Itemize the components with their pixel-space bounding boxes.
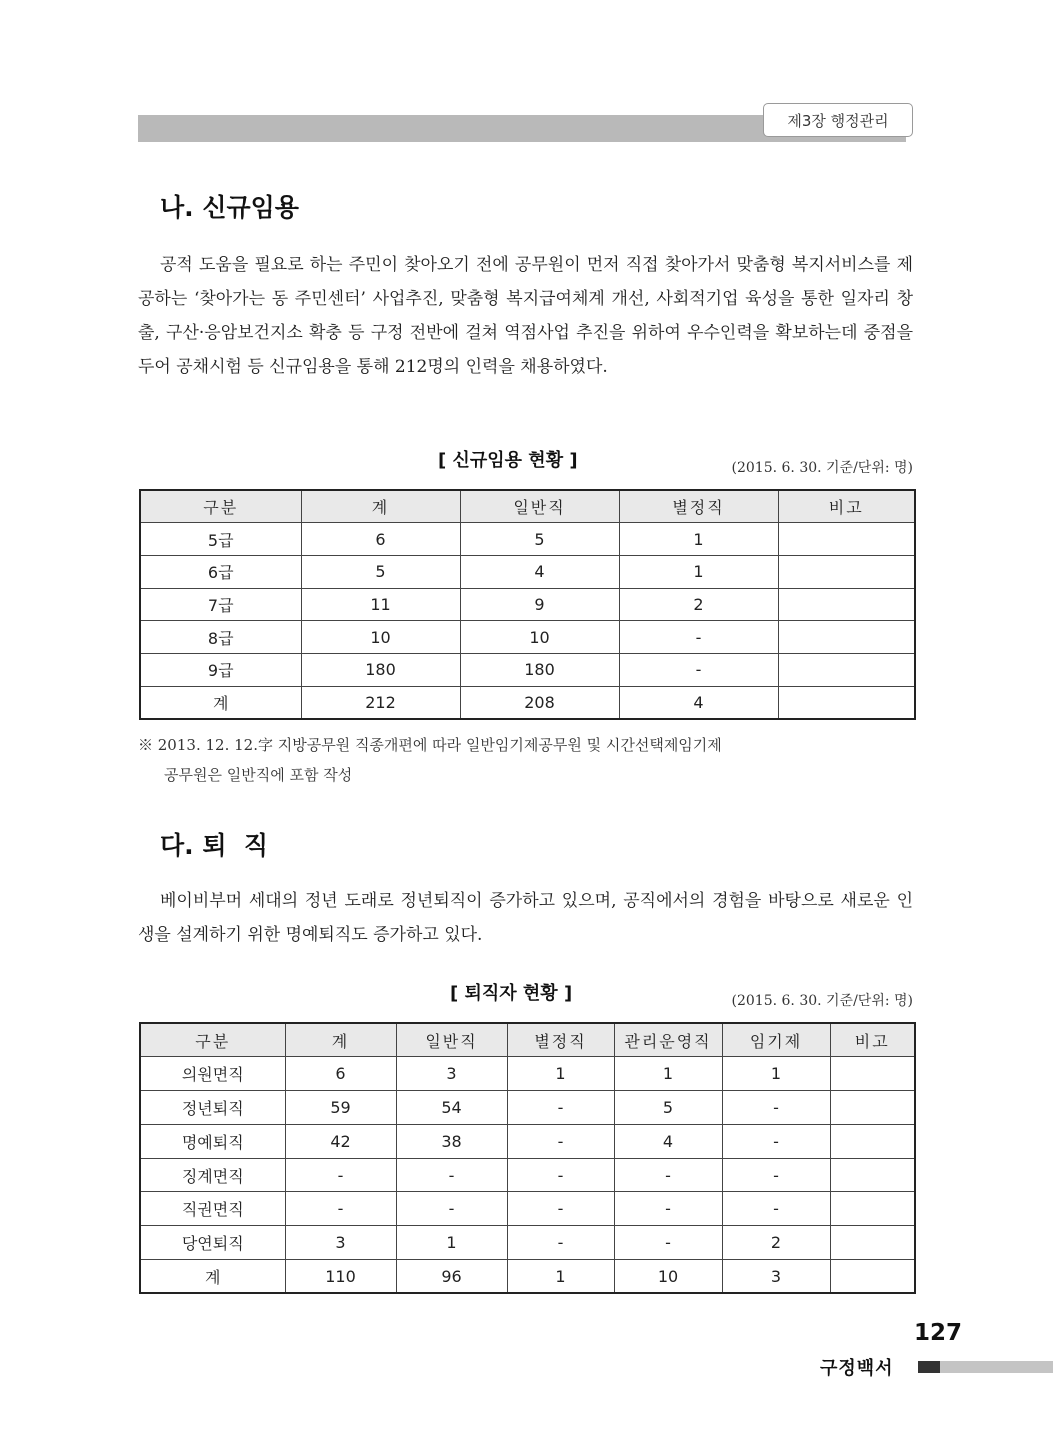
table-row <box>140 555 915 588</box>
table-row <box>140 686 915 719</box>
column-header: 일반직 <box>396 1023 507 1057</box>
table-cell <box>778 653 915 686</box>
table-cell: - <box>614 1226 722 1260</box>
table-cell <box>830 1226 915 1260</box>
table-cell: 2 <box>619 588 778 621</box>
table-cell: 징계면직 <box>140 1158 285 1192</box>
table-cell: 당연퇴직 <box>140 1226 285 1260</box>
table-cell: 계 <box>140 1260 285 1294</box>
table-cell: 59 <box>285 1091 396 1125</box>
table-row <box>140 1091 915 1125</box>
table-cell: 계 <box>140 686 301 719</box>
new-hires-table <box>139 489 916 720</box>
table-row <box>140 588 915 621</box>
table-cell: 10 <box>460 621 619 654</box>
table-cell: - <box>285 1192 396 1226</box>
table-cell: 38 <box>396 1124 507 1158</box>
table-cell: 6 <box>285 1057 396 1091</box>
footer-bar-dark <box>918 1361 940 1373</box>
table-cell: 8급 <box>140 621 301 654</box>
new-hires-paragraph: 공적 도움을 필요로 하는 주민이 찾아오기 전에 공무원이 먼저 직접 찾아가서 맞춤형 복지서비스를 제공하는 ‘찾아가는 동 주민센터’ 사업추진, 맞춤형 복지급여체계 개선, 사회적기업 육성을 통한 일자리 창출, 구산·응암보건지소 확충 등 구정 전반에 걸쳐 역점사업 추진을 위하여 우수인력을 확보하는데 중점을 두어 공채시험 등 신규임용을 통해 212명의 인력을 채용하였다. <box>138 255 913 377</box>
table-cell: 4 <box>619 686 778 719</box>
column-header: 구분 <box>140 1023 285 1057</box>
table-row <box>140 1192 915 1226</box>
table-cell <box>830 1124 915 1158</box>
table-row <box>140 653 915 686</box>
table-cell: 3 <box>396 1057 507 1091</box>
chapter-tab: 제3장 행정관리 <box>763 103 913 137</box>
table-cell: - <box>614 1192 722 1226</box>
table-cell: 1 <box>614 1057 722 1091</box>
column-header: 임기제 <box>722 1023 830 1057</box>
table-cell: - <box>722 1124 830 1158</box>
table-row <box>140 621 915 654</box>
table-cell: 5 <box>301 555 460 588</box>
footer-bar-light <box>940 1361 1053 1373</box>
table-header-row <box>140 490 915 523</box>
table-cell: 1 <box>507 1057 614 1091</box>
table-cell <box>830 1158 915 1192</box>
retirement-table-unit: (2015. 6. 30. 기준/단위: 명) <box>731 993 913 1009</box>
table-cell: 6 <box>301 523 460 556</box>
table-cell: - <box>507 1091 614 1125</box>
table-cell <box>778 588 915 621</box>
table-cell <box>830 1192 915 1226</box>
table-cell: 1 <box>507 1260 614 1294</box>
column-header: 일반직 <box>460 490 619 523</box>
table-cell: 의원면직 <box>140 1057 285 1091</box>
table-cell: 212 <box>301 686 460 719</box>
table-cell: - <box>396 1158 507 1192</box>
table-cell: 9 <box>460 588 619 621</box>
table-cell <box>830 1260 915 1294</box>
table-row <box>140 1260 915 1294</box>
table-cell <box>778 621 915 654</box>
table-cell: 180 <box>301 653 460 686</box>
table-cell: 54 <box>396 1091 507 1125</box>
table-cell: 4 <box>460 555 619 588</box>
new-hires-footnote <box>138 730 918 790</box>
table-cell: - <box>507 1226 614 1260</box>
new-hires-table-title: [ 신규임용 현황 ] <box>438 450 578 471</box>
table-cell: - <box>722 1158 830 1192</box>
table-cell: 직권면직 <box>140 1192 285 1226</box>
section-title-new-hires: 나. 신규임용 <box>160 193 299 222</box>
table-cell <box>830 1057 915 1091</box>
table-cell: - <box>614 1158 722 1192</box>
table-row <box>140 1057 915 1091</box>
column-header: 계 <box>285 1023 396 1057</box>
table-cell: 1 <box>396 1226 507 1260</box>
new-hires-table-unit: (2015. 6. 30. 기준/단위: 명) <box>731 460 913 476</box>
table-cell: 4 <box>614 1124 722 1158</box>
table-cell: 11 <box>301 588 460 621</box>
table-row <box>140 1158 915 1192</box>
table-cell: - <box>285 1158 396 1192</box>
retirement-paragraph: 베이비부머 세대의 정년 도래로 정년퇴직이 증가하고 있으며, 공직에서의 경험을 바탕으로 새로운 인생을 설계하기 위한 명예퇴직도 증가하고 있다. <box>138 891 913 945</box>
table-cell: 명예퇴직 <box>140 1124 285 1158</box>
table-cell <box>830 1091 915 1125</box>
table-cell: - <box>722 1192 830 1226</box>
table-cell: 5 <box>614 1091 722 1125</box>
footer-book-title: 구정백서 <box>820 1358 894 1379</box>
table-cell <box>778 523 915 556</box>
table-header-row <box>140 1023 915 1057</box>
column-header: 별정직 <box>619 490 778 523</box>
table-cell: - <box>619 621 778 654</box>
column-header: 관리운영직 <box>614 1023 722 1057</box>
table-cell: 96 <box>396 1260 507 1294</box>
table-cell: 7급 <box>140 588 301 621</box>
column-header: 비고 <box>830 1023 915 1057</box>
retirement-table <box>139 1022 916 1294</box>
table-cell: 5급 <box>140 523 301 556</box>
table-cell: - <box>396 1192 507 1226</box>
table-cell: - <box>507 1124 614 1158</box>
table-cell <box>778 686 915 719</box>
table-cell: 10 <box>301 621 460 654</box>
table-cell: 1 <box>619 555 778 588</box>
table-cell: 3 <box>722 1260 830 1294</box>
table-cell: 6급 <box>140 555 301 588</box>
table-cell: - <box>619 653 778 686</box>
column-header: 비고 <box>778 490 915 523</box>
column-header: 구분 <box>140 490 301 523</box>
table-row <box>140 523 915 556</box>
table-cell: - <box>722 1091 830 1125</box>
footnote-line: ※ 2013. 12. 12.字 지방공무원 직종개편에 따라 일반임기제공무원 및 시간선택제임기제 <box>138 736 722 754</box>
table-cell: 10 <box>614 1260 722 1294</box>
table-cell: 180 <box>460 653 619 686</box>
table-cell: 정년퇴직 <box>140 1091 285 1125</box>
column-header: 별정직 <box>507 1023 614 1057</box>
table-cell: 9급 <box>140 653 301 686</box>
table-cell: 1 <box>619 523 778 556</box>
table-cell: 110 <box>285 1260 396 1294</box>
table-cell: - <box>507 1192 614 1226</box>
retirement-table-title: [ 퇴직자 현황 ] <box>450 983 573 1004</box>
table-cell: - <box>507 1158 614 1192</box>
table-cell: 5 <box>460 523 619 556</box>
table-cell: 42 <box>285 1124 396 1158</box>
table-row <box>140 1124 915 1158</box>
table-cell: 1 <box>722 1057 830 1091</box>
table-row <box>140 1226 915 1260</box>
column-header: 계 <box>301 490 460 523</box>
table-cell <box>778 555 915 588</box>
footnote-line: 공무원은 일반직에 포함 작성 <box>164 766 353 784</box>
table-cell: 2 <box>722 1226 830 1260</box>
table-cell: 208 <box>460 686 619 719</box>
section-title-retirement: 다. 퇴 직 <box>160 831 269 860</box>
table-cell: 3 <box>285 1226 396 1260</box>
page-number: 127 <box>914 1320 963 1346</box>
